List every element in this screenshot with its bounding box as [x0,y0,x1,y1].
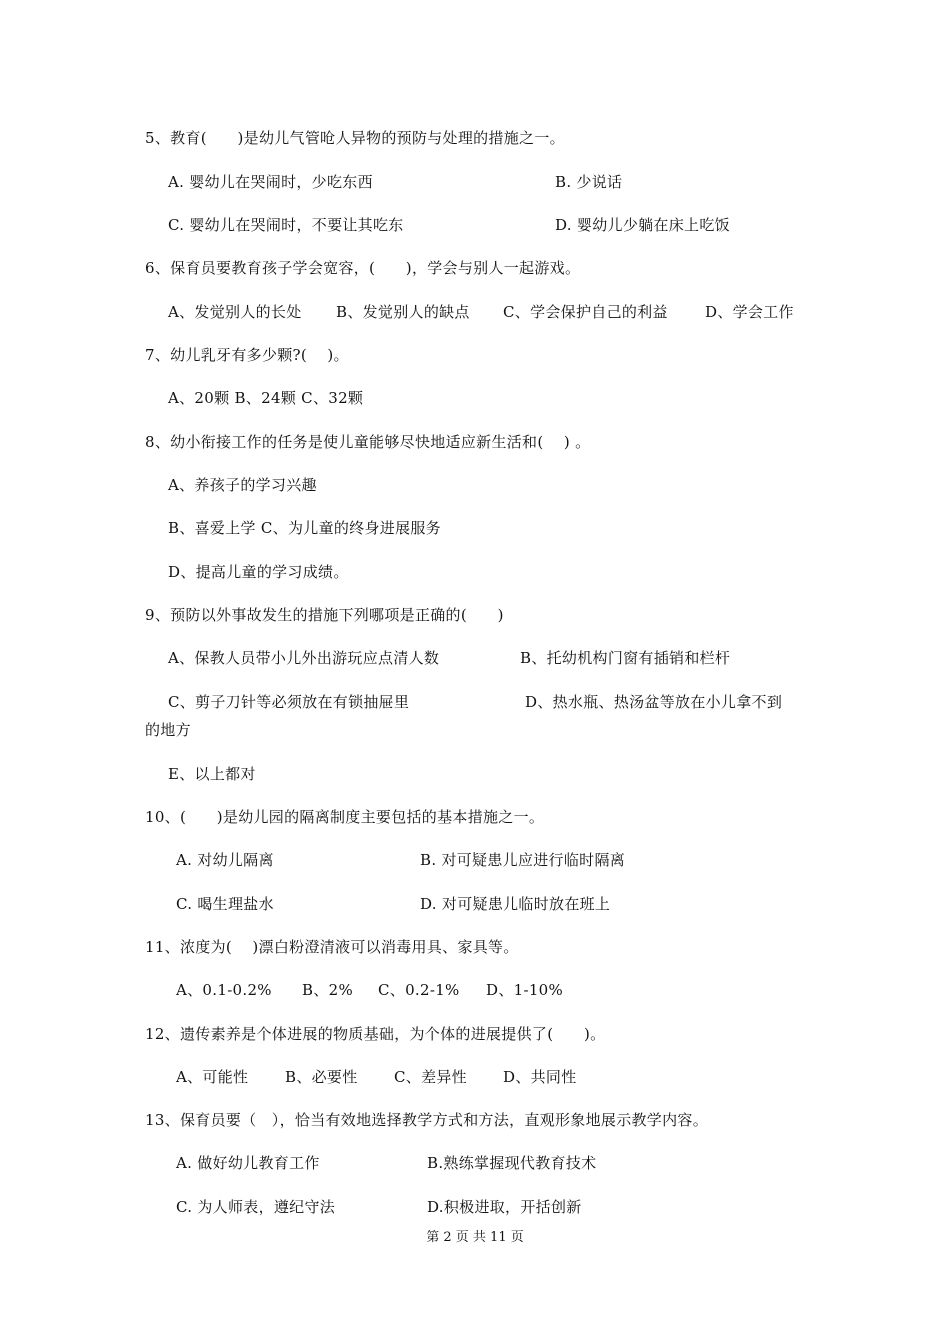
question-8-stem: 8、幼小衔接工作的任务是使儿童能够尽快地适应新生活和( ) 。 [145,433,591,451]
question-9-stem: 9、预防以外事故发生的措施下列哪项是正确的( ) [145,606,504,624]
question-10-option-c: C. 喝生理盐水 [176,895,274,913]
question-11-stem: 11、浓度为( )漂白粉澄清液可以消毒用具、家具等。 [145,938,519,956]
question-11-option-d: D、1-10% [486,981,564,999]
question-9-option-d: D、热水瓶、热汤盆等放在小儿拿不到 [525,693,783,711]
question-10-option-d: D. 对可疑患儿临时放在班上 [420,895,611,913]
page-number-footer: 第 2 页 共 11 页 [426,1230,524,1245]
question-13-option-c: C. 为人师表，遵纪守法 [176,1198,336,1216]
question-10-option-a: A. 对幼儿隔离 [176,851,274,869]
question-12-stem: 12、遗传素养是个体进展的物质基础，为个体的进展提供了( )。 [145,1025,606,1043]
question-5-stem: 5、教育( )是幼儿气管呛人异物的预防与处理的措施之一。 [145,129,565,147]
question-5-option-d: D. 婴幼儿少躺在床上吃饭 [555,216,730,234]
question-9-option-c: C、剪子刀针等必须放在有锁抽屉里 [168,693,410,711]
question-11-option-b: B、2% [302,981,354,999]
question-8-option-a: A、养孩子的学习兴趣 [168,476,317,494]
question-13-stem: 13、保育员要（ ），恰当有效地选择教学方式和方法，直观形象地展示教学内容。 [145,1111,708,1129]
question-6-option-c: C、学会保护自己的利益 [503,303,668,321]
question-9-option-e: E、以上都对 [168,765,256,783]
question-12-option-d: D、共同性 [503,1068,577,1086]
question-9-option-a: A、保教人员带小儿外出游玩应点清人数 [168,649,440,667]
question-6-option-b: B、发觉别人的缺点 [336,303,470,321]
question-11-option-c: C、0.2-1% [378,981,460,999]
question-7-stem: 7、幼儿乳牙有多少颗?( )。 [145,346,349,364]
question-13-option-d: D.积极进取，开括创新 [427,1198,582,1216]
question-10-option-b: B. 对可疑患儿应进行临时隔离 [420,851,626,869]
question-13-option-b: B.熟练掌握现代教育技术 [427,1154,597,1172]
question-8-option-bc: B、喜爱上学 C、为儿童的终身进展服务 [168,519,441,537]
question-8-option-d: D、提高儿童的学习成绩。 [168,563,349,581]
question-12-option-b: B、必要性 [285,1068,358,1086]
question-6-stem: 6、保育员要教育孩子学会宽容，( )，学会与别人一起游戏。 [145,259,581,277]
question-5-option-c: C. 婴幼儿在哭闹时，不要让其吃东 [168,216,404,234]
question-11-option-a: A、0.1-0.2% [176,981,272,999]
question-5-option-a: A. 婴幼儿在哭闹时，少吃东西 [168,173,373,191]
question-9-option-b: B、托幼机构门窗有插销和栏杆 [520,649,731,667]
question-12-option-a: A、可能性 [176,1068,249,1086]
question-9-option-d-continued: 的地方 [145,721,191,739]
question-10-stem: 10、( )是幼儿园的隔离制度主要包括的基本措施之一。 [145,808,545,826]
question-5-option-b: B. 少说话 [555,173,623,191]
question-7-options: A、20颗 B、24颗 C、32颗 [168,389,364,407]
question-12-option-c: C、差异性 [394,1068,467,1086]
question-6-option-d: D、学会工作 [705,303,794,321]
question-6-option-a: A、发觉别人的长处 [168,303,302,321]
question-13-option-a: A. 做好幼儿教育工作 [176,1154,320,1172]
